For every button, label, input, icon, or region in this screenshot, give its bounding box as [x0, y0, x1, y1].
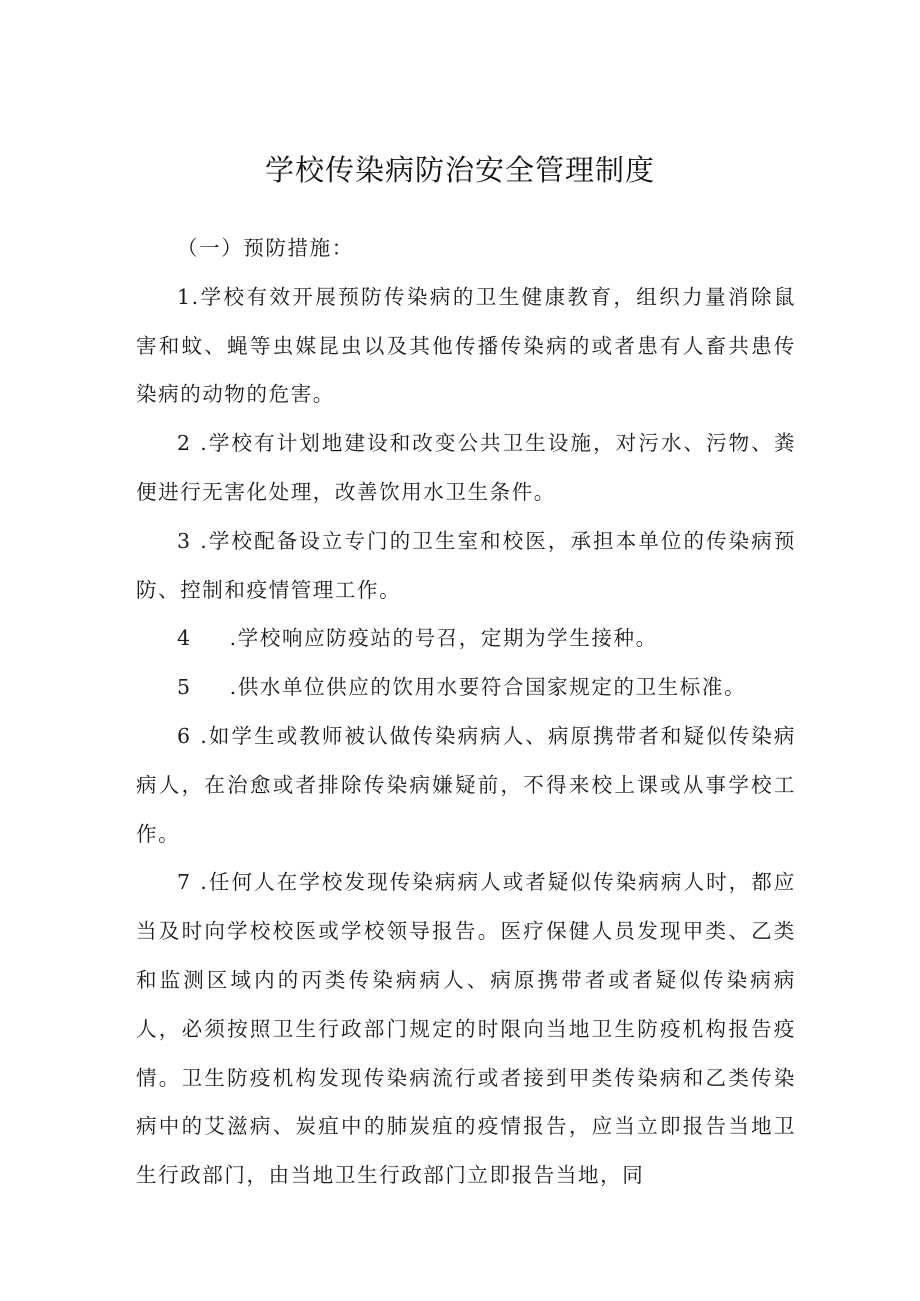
paragraph-number: 1 [177, 284, 192, 309]
document-body [136, 224, 796, 1200]
paragraph-4 [136, 614, 796, 663]
paragraph-text: .学校配备设立专门的卫生室和校医，承担本单位的传染病预防、控制和疫情管理工作。 [136, 528, 796, 602]
paragraph-text: .学校响应防疫站的号召，定期为学生接种。 [229, 626, 658, 651]
section-heading: （一）预防措施： [177, 236, 354, 260]
paragraph-number: 7 [177, 870, 192, 895]
paragraph-number: 4 [177, 626, 192, 651]
paragraph-number: 3 [177, 528, 192, 553]
paragraph-text: .任何人在学校发现传染病病人或者疑似传染病病人时，都应当及时向学校校医或学校领导报告。医疗保健人员发现甲类、乙类和监测区域内的丙类传染病病人、病原携带者或者疑似传染病病人，必须按照卫生行政部门规定的时限向当地卫生防疫机构报告疫情。卫生防疫机构发现传染病流行或者接到甲类传染病和乙类传染病中的艾滋病、炭疽中的肺炭疽的疫情报告，应当立即报告当地卫生行政部门，由当地卫生行政部门立即报告当地，同 [136, 870, 796, 1188]
paragraph-number: 2 [177, 431, 192, 456]
paragraph-1 [136, 273, 796, 419]
paragraph-number: 6 [177, 723, 192, 748]
paragraph-3 [136, 517, 796, 615]
paragraph-text: .如学生或教师被认做传染病病人、病原携带者和疑似传染病病人，在治愈或者排除传染病嫌疑前，不得来校上课或从事学校工作。 [136, 723, 796, 846]
document-title: 学校传染病防治安全管理制度 [264, 153, 655, 187]
paragraph-text: .学校有效开展预防传染病的卫生健康教育，组织力量消除鼠害和蚊、蝇等虫媒昆虫以及其他传播传染病的或者患有人畜共患传染病的动物的危害。 [136, 284, 796, 407]
paragraph-text: .供水单位供应的饮用水要符合国家规定的卫生标准。 [229, 675, 747, 700]
paragraph-number: 5 [177, 675, 192, 700]
paragraph-text: .学校有计划地建设和改变公共卫生设施，对污水、污物、粪便进行无害化处理，改善饮用水卫生条件。 [136, 431, 796, 504]
paragraph-6 [136, 712, 796, 858]
paragraph-7 [136, 858, 796, 1200]
paragraph-2 [136, 419, 796, 517]
paragraph-5 [136, 663, 796, 712]
